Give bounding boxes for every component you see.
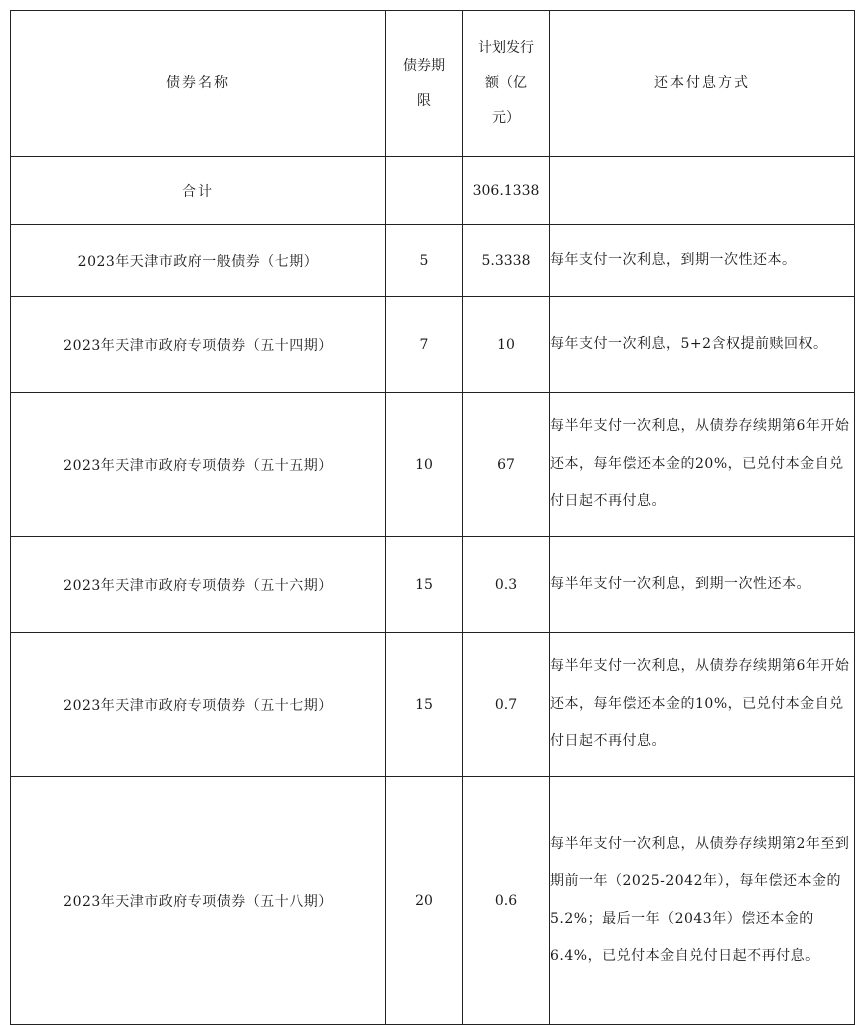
table-row bbox=[11, 225, 855, 297]
bond-amount: 0.6 bbox=[463, 777, 550, 1025]
table-row bbox=[11, 393, 855, 537]
bond-repayment: 每年支付一次利息，5+2含权提前赎回权。 bbox=[550, 297, 855, 393]
total-term-cell bbox=[386, 157, 463, 225]
bond-term: 20 bbox=[386, 777, 463, 1025]
bond-term: 7 bbox=[386, 297, 463, 393]
bond-repayment: 每半年支付一次利息，到期一次性还本。 bbox=[550, 537, 855, 633]
bond-amount: 67 bbox=[463, 393, 550, 537]
bond-term: 15 bbox=[386, 633, 463, 777]
bond-amount: 0.3 bbox=[463, 537, 550, 633]
total-repayment-cell bbox=[550, 157, 855, 225]
bond-term: 5 bbox=[386, 225, 463, 297]
table-row bbox=[11, 297, 855, 393]
total-row bbox=[11, 157, 855, 225]
header-repayment-method: 还本付息方式 bbox=[550, 11, 855, 157]
bond-term: 10 bbox=[386, 393, 463, 537]
table-row bbox=[11, 537, 855, 633]
total-label: 合计 bbox=[11, 157, 386, 225]
bond-amount: 0.7 bbox=[463, 633, 550, 777]
header-term: 债券期限 bbox=[386, 11, 463, 157]
bond-name: 2023年天津市政府专项债券（五十六期） bbox=[11, 537, 386, 633]
bond-amount: 10 bbox=[463, 297, 550, 393]
bond-repayment: 每半年支付一次利息，从债券存续期第2年至到期前一年（2025-2042年），每年偿还本金的5.2%；最后一年（2043年）偿还本金的6.4%，已兑付本金自兑付日起不再付息。 bbox=[550, 777, 855, 1025]
bond-name: 2023年天津市政府专项债券（五十五期） bbox=[11, 393, 386, 537]
table-row bbox=[11, 777, 855, 1025]
bond-name: 2023年天津市政府一般债券（七期） bbox=[11, 225, 386, 297]
bond-term: 15 bbox=[386, 537, 463, 633]
bond-issuance-table bbox=[10, 10, 855, 1025]
bond-amount: 5.3338 bbox=[463, 225, 550, 297]
total-amount: 306.1338 bbox=[463, 157, 550, 225]
bond-name: 2023年天津市政府专项债券（五十八期） bbox=[11, 777, 386, 1025]
bond-name: 2023年天津市政府专项债券（五十四期） bbox=[11, 297, 386, 393]
header-amount: 计划发行额（亿元） bbox=[463, 11, 550, 157]
header-bond-name: 债券名称 bbox=[11, 11, 386, 157]
bond-repayment: 每半年支付一次利息，从债券存续期第6年开始还本，每年偿还本金的10%，已兑付本金自兑付日起不再付息。 bbox=[550, 633, 855, 777]
bond-repayment: 每年支付一次利息，到期一次性还本。 bbox=[550, 225, 855, 297]
table-row bbox=[11, 633, 855, 777]
table-header-row bbox=[11, 11, 855, 157]
bond-repayment: 每半年支付一次利息，从债券存续期第6年开始还本，每年偿还本金的20%，已兑付本金自兑付日起不再付息。 bbox=[550, 393, 855, 537]
bond-name: 2023年天津市政府专项债券（五十七期） bbox=[11, 633, 386, 777]
